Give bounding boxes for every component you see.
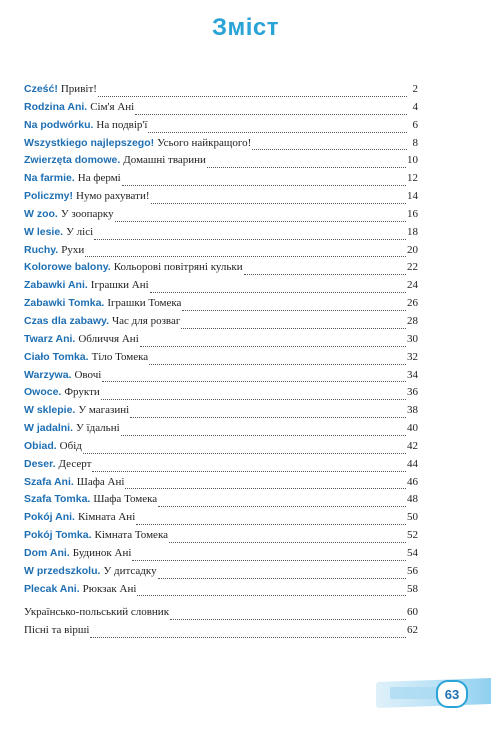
toc-entry-page-number: 14 bbox=[407, 190, 418, 203]
toc-entry-polish-title: Ciało Tomka. bbox=[24, 350, 89, 363]
dot-leader bbox=[140, 346, 406, 347]
toc-entry-page-number: 38 bbox=[407, 404, 418, 417]
dot-leader bbox=[170, 619, 406, 620]
page-title: Зміст bbox=[211, 14, 280, 41]
toc-entry-ukrainian-title: На фермі bbox=[77, 172, 121, 185]
toc-entry-polish-title: Szafa Tomka. bbox=[24, 493, 91, 506]
toc-entry-polish-title: Pokój Tomka. bbox=[24, 529, 92, 542]
toc-entry-page-number: 44 bbox=[407, 457, 418, 470]
dot-leader bbox=[102, 381, 406, 382]
dot-leader bbox=[182, 310, 406, 311]
toc-entry-polish-title: Cześć! bbox=[24, 83, 58, 95]
toc-entry bbox=[24, 333, 418, 351]
toc-entry-polish-title: Warzywa. bbox=[24, 368, 72, 381]
dot-leader bbox=[207, 167, 406, 168]
toc-entry-page-number: 42 bbox=[407, 439, 418, 452]
toc-entry-page-number: 54 bbox=[407, 546, 418, 559]
toc-entry-ukrainian-title: Кольорові повітряні кульки bbox=[113, 261, 243, 274]
toc-entry-ukrainian-title: У дитсадку bbox=[103, 564, 157, 577]
page-number-badge: 63 bbox=[436, 680, 468, 708]
dot-leader bbox=[83, 453, 406, 454]
toc-entry-polish-title: Obiad. bbox=[24, 439, 57, 452]
toc-entry-ukrainian-title: Іграшки Томека bbox=[107, 297, 182, 310]
dot-leader bbox=[125, 488, 406, 489]
toc-entry-page-number: 34 bbox=[407, 368, 418, 381]
toc-entry bbox=[24, 624, 418, 642]
toc-entry-page-number: 46 bbox=[407, 475, 418, 488]
toc-entry bbox=[24, 101, 418, 119]
toc-entry bbox=[24, 583, 418, 601]
toc-entry-page-number: 26 bbox=[407, 297, 418, 310]
toc-entry-ukrainian-title: Українсько-польський словник bbox=[24, 606, 170, 619]
toc-entry bbox=[24, 511, 418, 529]
toc-entry-polish-title: W jadalni. bbox=[24, 422, 74, 435]
toc-entry bbox=[24, 529, 418, 547]
toc-entry-page-number: 18 bbox=[407, 225, 418, 238]
toc-entry-page-number: 58 bbox=[407, 582, 418, 595]
toc-entry-ukrainian-title: Фрукти bbox=[64, 386, 100, 399]
toc-entry-ukrainian-title: У магазині bbox=[78, 404, 130, 417]
toc-entry bbox=[24, 244, 418, 262]
toc-entry-ukrainian-title: У зоопарку bbox=[60, 207, 114, 220]
dot-leader bbox=[149, 364, 406, 365]
toc-entry bbox=[24, 369, 418, 387]
toc-entry bbox=[24, 493, 418, 511]
toc-entry bbox=[24, 565, 418, 583]
table-of-contents bbox=[24, 83, 418, 642]
toc-entry-polish-title: Na podwórku. bbox=[24, 118, 94, 131]
dot-leader bbox=[92, 471, 406, 472]
dot-leader bbox=[98, 96, 407, 97]
toc-entry-ukrainian-title: Усього найкращого! bbox=[157, 136, 252, 149]
toc-entry-page-number: 62 bbox=[407, 624, 418, 637]
dot-leader bbox=[130, 417, 406, 418]
toc-entry-polish-title: Deser. bbox=[24, 457, 56, 470]
toc-entry bbox=[24, 137, 418, 155]
toc-entry-page-number: 60 bbox=[407, 606, 418, 619]
toc-entry-page-number: 4 bbox=[412, 100, 418, 113]
dot-leader bbox=[137, 595, 406, 596]
toc-entry bbox=[24, 208, 418, 226]
dot-leader bbox=[148, 132, 407, 133]
toc-entry-ukrainian-title: На подвір'ї bbox=[96, 118, 148, 131]
toc-entry bbox=[24, 279, 418, 297]
toc-entry-ukrainian-title: Сім'я Ані bbox=[90, 100, 135, 113]
toc-entry-ukrainian-title: Обличчя Ані bbox=[78, 332, 139, 345]
toc-entry bbox=[24, 351, 418, 369]
toc-entry-polish-title: Zwierzęta domowe. bbox=[24, 154, 121, 167]
dot-leader bbox=[150, 292, 406, 293]
toc-entry-ukrainian-title: Шафа Ані bbox=[76, 475, 125, 488]
toc-entry-page-number: 6 bbox=[412, 118, 418, 131]
toc-entry-ukrainian-title: Десерт bbox=[58, 457, 92, 470]
toc-entry-ukrainian-title: Будинок Ані bbox=[72, 546, 132, 559]
toc-entry-page-number: 40 bbox=[407, 422, 418, 435]
toc-entry-ukrainian-title: Тіло Томека bbox=[91, 350, 149, 363]
dot-leader bbox=[151, 203, 407, 204]
toc-entry-polish-title: Czas dla zabawy. bbox=[24, 314, 110, 327]
toc-entry bbox=[24, 154, 418, 172]
dot-leader bbox=[135, 114, 407, 115]
dot-leader bbox=[101, 399, 406, 400]
toc-entry-ukrainian-title: Овочі bbox=[74, 368, 102, 381]
dot-leader bbox=[85, 256, 406, 257]
toc-entry-polish-title: W lesie. bbox=[24, 225, 64, 238]
toc-entry-page-number: 36 bbox=[407, 386, 418, 399]
dot-leader bbox=[115, 221, 406, 222]
dot-leader bbox=[121, 435, 406, 436]
toc-entry-ukrainian-title: У лісі bbox=[66, 225, 94, 238]
toc-entry-ukrainian-title: У їдальні bbox=[76, 422, 120, 435]
toc-entry-polish-title: Pokój Ani. bbox=[24, 511, 75, 524]
toc-entry-page-number: 48 bbox=[407, 493, 418, 506]
toc-entry-ukrainian-title: Пісні та вірші bbox=[24, 624, 90, 637]
toc-entry-page-number: 22 bbox=[407, 261, 418, 274]
toc-entry-page-number: 50 bbox=[407, 511, 418, 524]
toc-entry-polish-title: Rodzina Ani. bbox=[24, 100, 88, 113]
dot-leader bbox=[122, 185, 406, 186]
toc-entry bbox=[24, 422, 418, 440]
toc-entry-ukrainian-title: Рухи bbox=[61, 243, 85, 256]
toc-entry-page-number: 12 bbox=[407, 172, 418, 185]
toc-entry bbox=[24, 190, 418, 208]
dot-leader bbox=[169, 542, 406, 543]
toc-entry-ukrainian-title: Обід bbox=[59, 439, 82, 452]
toc-entry-ukrainian-title: Кімната Ані bbox=[77, 511, 136, 524]
toc-entry bbox=[24, 83, 418, 101]
toc-entry-page-number: 2 bbox=[412, 83, 418, 95]
toc-entry-polish-title: Ruchy. bbox=[24, 243, 59, 256]
toc-entry-ukrainian-title: Час для розваг bbox=[112, 314, 181, 327]
toc-entry-polish-title: Dom Ani. bbox=[24, 546, 70, 559]
toc-entry-polish-title: Kolorowe balony. bbox=[24, 261, 111, 274]
toc-entry-polish-title: W zoo. bbox=[24, 207, 58, 220]
toc-entry bbox=[24, 297, 418, 315]
dot-leader bbox=[94, 239, 406, 240]
toc-entry-polish-title: W sklepie. bbox=[24, 404, 76, 417]
dot-leader bbox=[252, 149, 407, 150]
toc-entry-page-number: 28 bbox=[407, 314, 418, 327]
dot-leader bbox=[181, 328, 406, 329]
toc-entry bbox=[24, 404, 418, 422]
toc-entry bbox=[24, 440, 418, 458]
toc-entry bbox=[24, 226, 418, 244]
toc-entry-ukrainian-title: Шафа Томека bbox=[93, 493, 158, 506]
toc-entry-page-number: 24 bbox=[407, 279, 418, 292]
dot-leader bbox=[158, 506, 406, 507]
toc-entry bbox=[24, 606, 418, 624]
toc-entry bbox=[24, 119, 418, 137]
toc-entry-ukrainian-title: Домашні тварини bbox=[123, 154, 206, 167]
dot-leader bbox=[244, 274, 406, 275]
dot-leader bbox=[132, 560, 406, 561]
toc-entry bbox=[24, 261, 418, 279]
toc-entry bbox=[24, 315, 418, 333]
toc-entry-polish-title: Wszystkiego najlepszego! bbox=[24, 136, 155, 149]
toc-entry-polish-title: W przedszkolu. bbox=[24, 564, 101, 577]
toc-entry-page-number: 30 bbox=[407, 332, 418, 345]
toc-entry bbox=[24, 172, 418, 190]
dot-leader bbox=[158, 578, 406, 579]
toc-entry-ukrainian-title: Кімната Томека bbox=[94, 529, 168, 542]
toc-entry-page-number: 32 bbox=[407, 350, 418, 363]
toc-entry-page-number: 56 bbox=[407, 564, 418, 577]
toc-entry-polish-title: Owoce. bbox=[24, 386, 62, 399]
toc-entry-polish-title: Policzmy! bbox=[24, 190, 74, 203]
toc-entry bbox=[24, 476, 418, 494]
toc-entry-page-number: 16 bbox=[407, 207, 418, 220]
toc-entry-polish-title: Zabawki Ani. bbox=[24, 279, 88, 292]
toc-entry-page-number: 52 bbox=[407, 529, 418, 542]
dot-leader bbox=[90, 637, 406, 638]
toc-entry-page-number: 20 bbox=[407, 243, 418, 256]
toc-entry-ukrainian-title: Привіт! bbox=[60, 83, 97, 95]
toc-entry-ukrainian-title: Рюкзак Ані bbox=[82, 582, 137, 595]
toc-entry-ukrainian-title: Іграшки Ані bbox=[90, 279, 149, 292]
toc-entry bbox=[24, 386, 418, 404]
toc-entry-polish-title: Plecak Ani. bbox=[24, 582, 80, 595]
toc-entry bbox=[24, 547, 418, 565]
dot-leader bbox=[136, 524, 406, 525]
toc-entry-page-number: 10 bbox=[407, 154, 418, 167]
toc-entry-ukrainian-title: Нумо рахувати! bbox=[76, 190, 150, 203]
toc-entry-polish-title: Zabawki Tomka. bbox=[24, 297, 105, 310]
toc-entry-polish-title: Twarz Ani. bbox=[24, 332, 76, 345]
toc-entry-page-number: 8 bbox=[412, 136, 418, 149]
toc-entry-polish-title: Na farmie. bbox=[24, 172, 75, 185]
toc-entry-polish-title: Szafa Ani. bbox=[24, 475, 74, 488]
toc-entry bbox=[24, 458, 418, 476]
